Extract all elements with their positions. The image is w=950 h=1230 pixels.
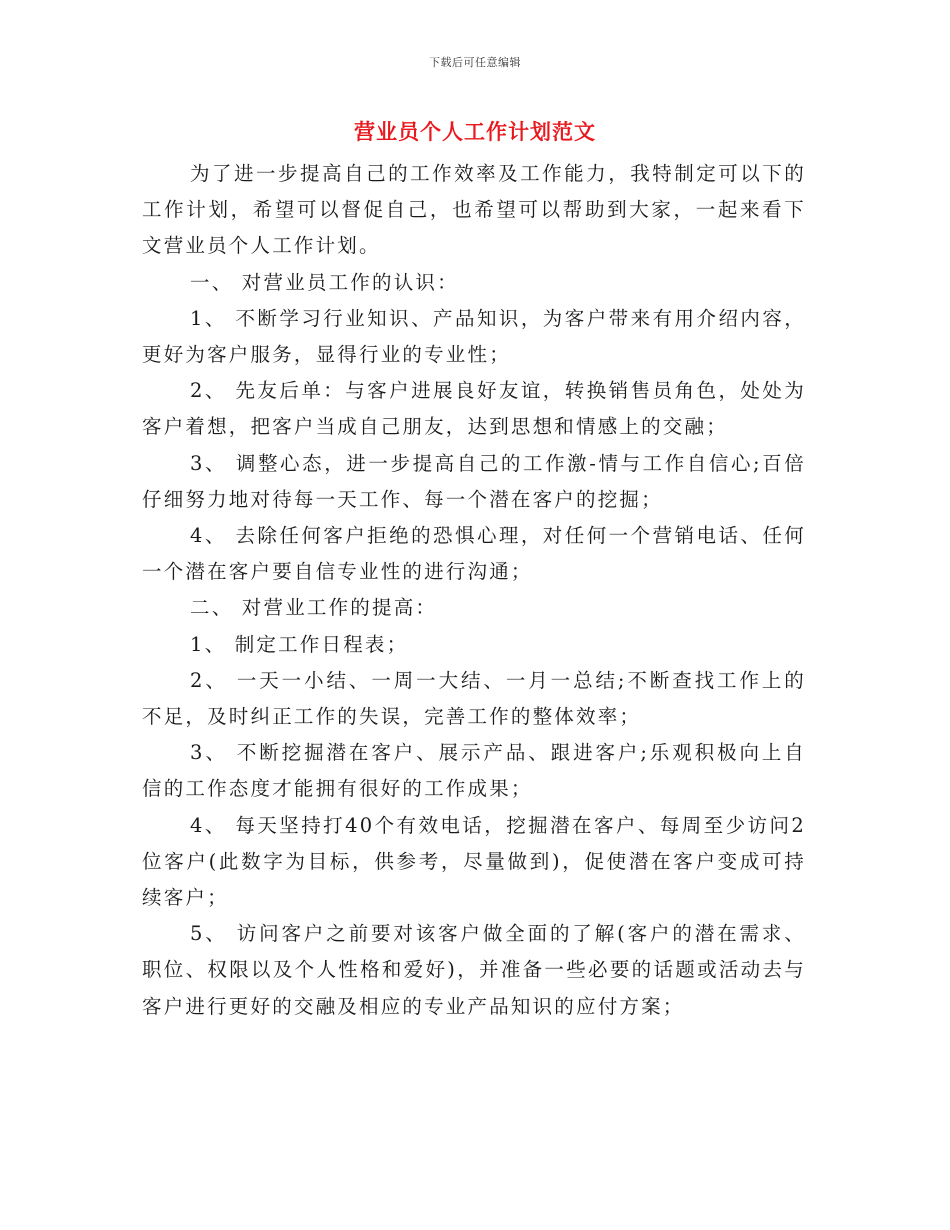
document-title: 营业员个人工作计划范文	[354, 119, 596, 144]
section-heading-2: 二、 对营业工作的提高：	[190, 596, 438, 620]
paragraph-item: 2、 一天一小结、一周一大结、一月一总结;不断查找工作上的不足，及时纠正工作的失误，完善工作的整体效率；	[142, 668, 806, 729]
paragraph-item: 1、 制定工作日程表；	[190, 632, 409, 656]
paragraph-item: 4、 去除任何客户拒绝的恐惧心理，对任何一个营销电话、任何一个潜在客户要自信专业性的进行沟通；	[142, 524, 806, 584]
paragraph-intro: 为了进一步提高自己的工作效率及工作能力，我特制定可以下的工作计划，希望可以督促自己，也希望可以帮助到大家，一起来看下文营业员个人工作计划。	[142, 162, 806, 258]
paragraph-item: 4、 每天坚持打40个有效电话，挖掘潜在客户、每周至少访问2位客户(此数字为目标，供参考，尽量做到)，促使潜在客户变成可持续客户；	[142, 813, 806, 910]
paragraph-item: 1、 不断学习行业知识、产品知识，为客户带来有用介绍内容，更好为客户服务，显得行业的专业性；	[142, 306, 806, 367]
paragraph-item: 3、 不断挖掘潜在客户、展示产品、跟进客户;乐观积极向上自信的工作态度才能拥有很好的工作成果；	[142, 741, 806, 801]
document-body	[142, 156, 806, 1025]
section-heading-1: 一、 对营业员工作的认识：	[190, 270, 459, 294]
paragraph-item: 3、 调整心态，进一步提高自己的工作激-情与工作自信心;百倍仔细努力地对待每一天工作、每一个潜在客户的挖掘；	[142, 451, 806, 511]
header-note: 下载后可任意编辑	[429, 56, 521, 69]
paragraph-item: 2、 先友后单：与客户进展良好友谊，转换销售员角色，处处为客户着想，把客户当成自己朋友，达到思想和情感上的交融；	[142, 379, 806, 439]
paragraph-item: 5、 访问客户之前要对该客户做全面的了解(客户的潜在需求、职位、权限以及个人性格和爱好)，并准备一些必要的话题或活动去与客户进行更好的交融及相应的专业产品知识的应付方案；	[142, 922, 806, 1018]
